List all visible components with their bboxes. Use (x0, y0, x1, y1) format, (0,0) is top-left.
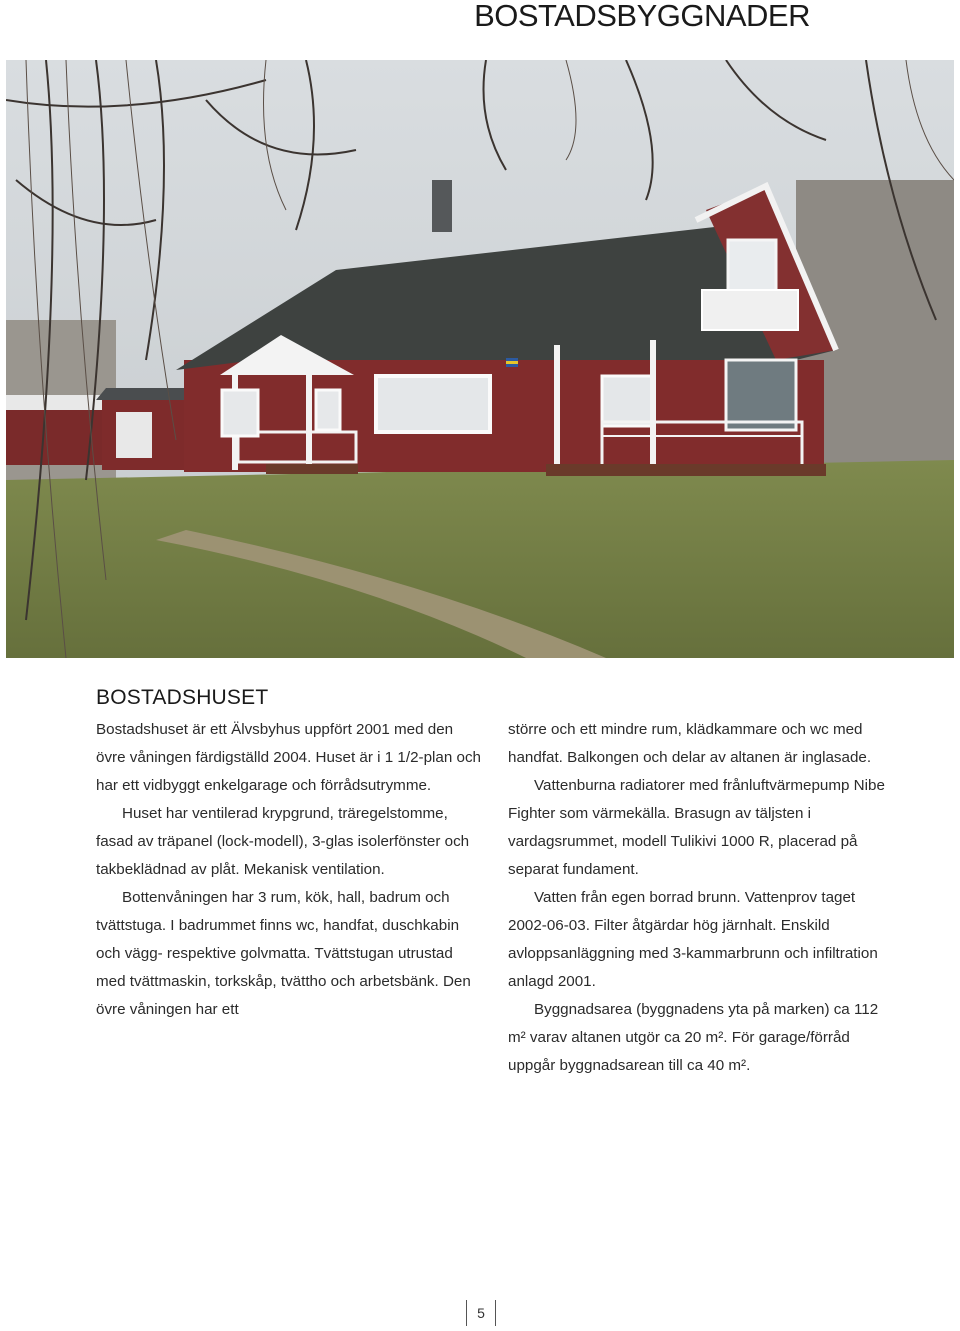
page-number: 5 (466, 1300, 496, 1326)
paragraph: större och ett mindre rum, klädkammare och wc med handfat. Balkongen och delar av altanen är inglasade. (508, 721, 872, 766)
left-column (96, 716, 486, 1024)
paragraph: Vatten från egen borrad brunn. Vattenprov taget 2002-06-03. Filter åtgärdar hög järnhalt. Enskild avloppsanläggning med 3-kammarbrunn och infiltration anlagd 2001. (508, 889, 878, 990)
paragraph: Vattenburna radiatorer med frånluftvärmepump Nibe Fighter som värmekälla. Brasugn av täljsten i vardagsrummet, modell Tulikivi 1000 R, placerad på separat fundament. (508, 777, 885, 878)
page-title: BOSTADSBYGGNADER (474, 0, 810, 33)
paragraph: Huset har ventilerad krypgrund, träregelstomme, fasad av träpanel (lock-modell), 3-glas isolerfönster och takbeklädnad av plåt. Mekanisk ventilation. (96, 805, 470, 878)
paragraph: Bostadshuset är ett Älvsbyhus uppfört 2001 med den övre våningen färdigställd 2004. Huset är i 1 1/2-plan och har ett vidbyggt enkelgarage och förrådsutrymme. (96, 721, 481, 794)
house-photo (6, 60, 954, 658)
right-column (508, 716, 898, 1080)
paragraph: Byggnadsarea (byggnadens yta på marken) ca 112 m² varav altanen utgör ca 20 m². För garage/förråd uppgår byggnadsarean till ca 40 m². (508, 1001, 879, 1074)
paragraph: Bottenvåningen har 3 rum, kök, hall, badrum och tvättstuga. I badrummet finns wc, handfat, duschkabin och vägg- respektive golvmatta. Tvättstugan utrustad med tvättmaskin, torkskåp, tvättho och arbetsbänk. Den övre våningen har ett (96, 889, 471, 1018)
section-heading: BOSTADSHUSET (96, 686, 269, 709)
